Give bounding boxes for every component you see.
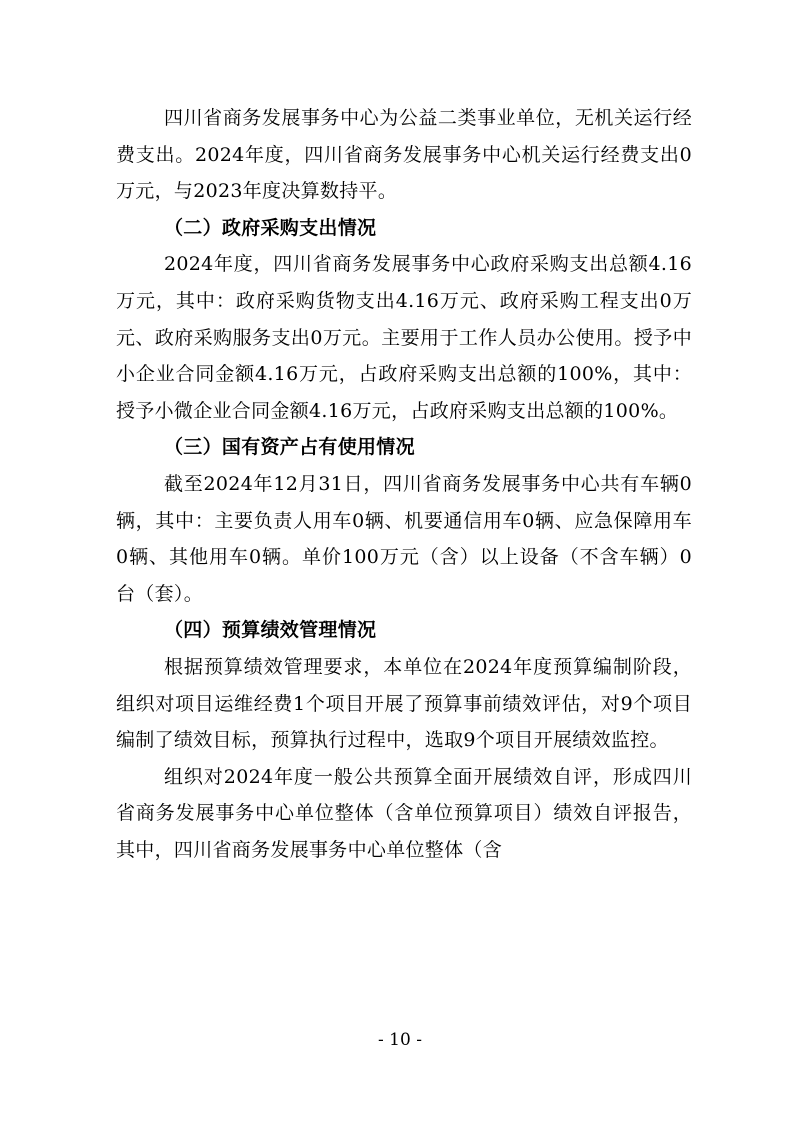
paragraph-operating-expenses: 四川省商务发展事务中心为公益二类事业单位，无机关运行经费支出。2024年度，四川省商务发展事务中心机关运行经费支出0万元，与2023年度决算数持平。: [116, 107, 692, 203]
heading-government-procurement: （二）政府采购支出情况: [164, 216, 377, 239]
paragraph-self-evaluation: 组织对2024年度一般公共预算全面开展绩效自评，形成四川省商务发展事务中心单位整体（含单位预算项目）绩效自评报告，其中，四川省商务发展事务中心单位整体（含: [116, 765, 692, 861]
page-number: - 10 -: [378, 1030, 422, 1050]
paragraph-state-assets: 截至2024年12月31日，四川省商务发展事务中心共有车辆0辆，其中：主要负责人用车0辆、机要通信用车0辆、应急保障用车0辆、其他用车0辆。单价100万元（含）以上设备（不含车辆）0台（套）。: [116, 472, 692, 605]
paragraph-performance-management: 根据预算绩效管理要求，本单位在2024年度预算编制阶段，组织对项目运维经费1个项目开展了预算事前绩效评估，对9个项目编制了绩效目标，预算执行过程中，选取9个项目开展绩效监控。: [116, 655, 692, 752]
paragraph-government-procurement: 2024年度，四川省商务发展事务中心政府采购支出总额4.16万元，其中：政府采购货物支出4.16万元、政府采购工程支出0万元、政府采购服务支出0万元。主要用于工作人员办公使用。授予中小企业合同金额4.16万元，占政府采购支出总额的100%，其中：授予小微企业合同金额4.16万元，占政府采购支出总额的100%。: [116, 253, 692, 422]
document-body: [116, 100, 692, 868]
heading-state-assets: （三）国有资产占有使用情况: [164, 436, 415, 459]
heading-performance-management: （四）预算绩效管理情况: [164, 619, 377, 642]
